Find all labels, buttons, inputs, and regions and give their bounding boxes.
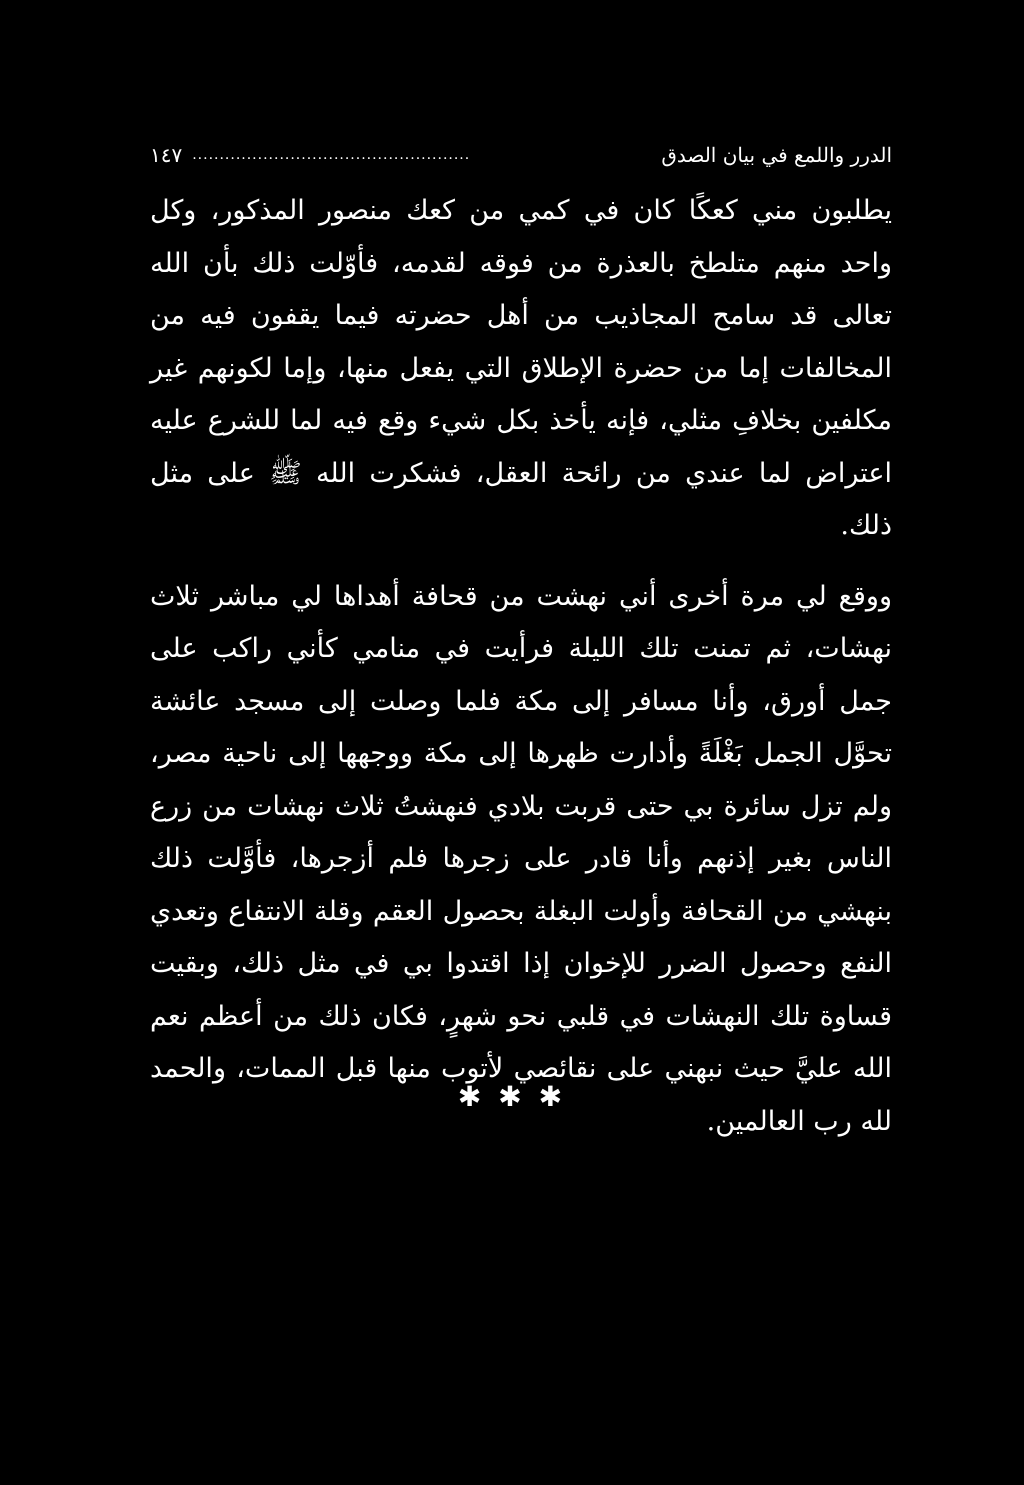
running-header (150, 140, 892, 170)
paragraph-1: يطلبون مني كعكًا كان في كمي من كعك منصور المذكور، وكل واحد منهم متلطخ بالعذرة من فوقه لقدمه، فأوّلت ذلك بأن الله تعالى قد سامح المجاذيب من أهل حضرته فيما يقفون فيه من المخالفات إما من حضرة الإطلاق التي يفعل منها، وإما لكونهم غير مكلفين بخلافِ مثلي، فإنه يأخذ بكل شيء وقع فيه لما للشرع عليه اعتراض لما عندي من رائحة العقل، فشكرت الله ﷺ على مثل ذلك. (150, 195, 892, 541)
section-ornament: ✱ ✱ ✱ (457, 1080, 567, 1113)
paragraph-2: ووقع لي مرة أخرى أني نهشت من قحافة أهداها لي مباشر ثلاث نهشات، ثم تمنت تلك الليلة فرأيت في منامي كأني راكب على جمل أورق، وأنا مسافر إلى مكة فلما وصلت إلى مسجد عائشة تحوَّل الجمل بَغْلَةً وأدارت ظهرها إلى مكة ووجهها إلى ناحية مصر، ولم تزل سائرة بي حتى قربت بلادي فنهشتُ ثلاث نهشات من زرع الناس بغير إذنهم وأنا قادر على زجرها فلم أزجرها، فأوَّلت ذلك بنهشي من القحافة وأولت البغلة بحصول العقم وقلة الانتفاع وتعدي النفع وحصول الضرر للإخوان إذا اقتدوا بي في مثل ذلك، وبقيت قساوة تلك النهشات في قلبي نحو شهرٍ، فكان ذلك من أعظم نعم الله عليَّ حيث نبهني على نقائصي لأتوب منها قبل الممات، والحمد لله رب العالمين. (150, 580, 892, 1137)
dot-leader: ................................................... (192, 147, 471, 163)
page-number: ١٤٧ (150, 143, 183, 167)
running-title: الدرر واللمع في بيان الصدق (661, 143, 892, 167)
body-text (150, 185, 892, 1148)
